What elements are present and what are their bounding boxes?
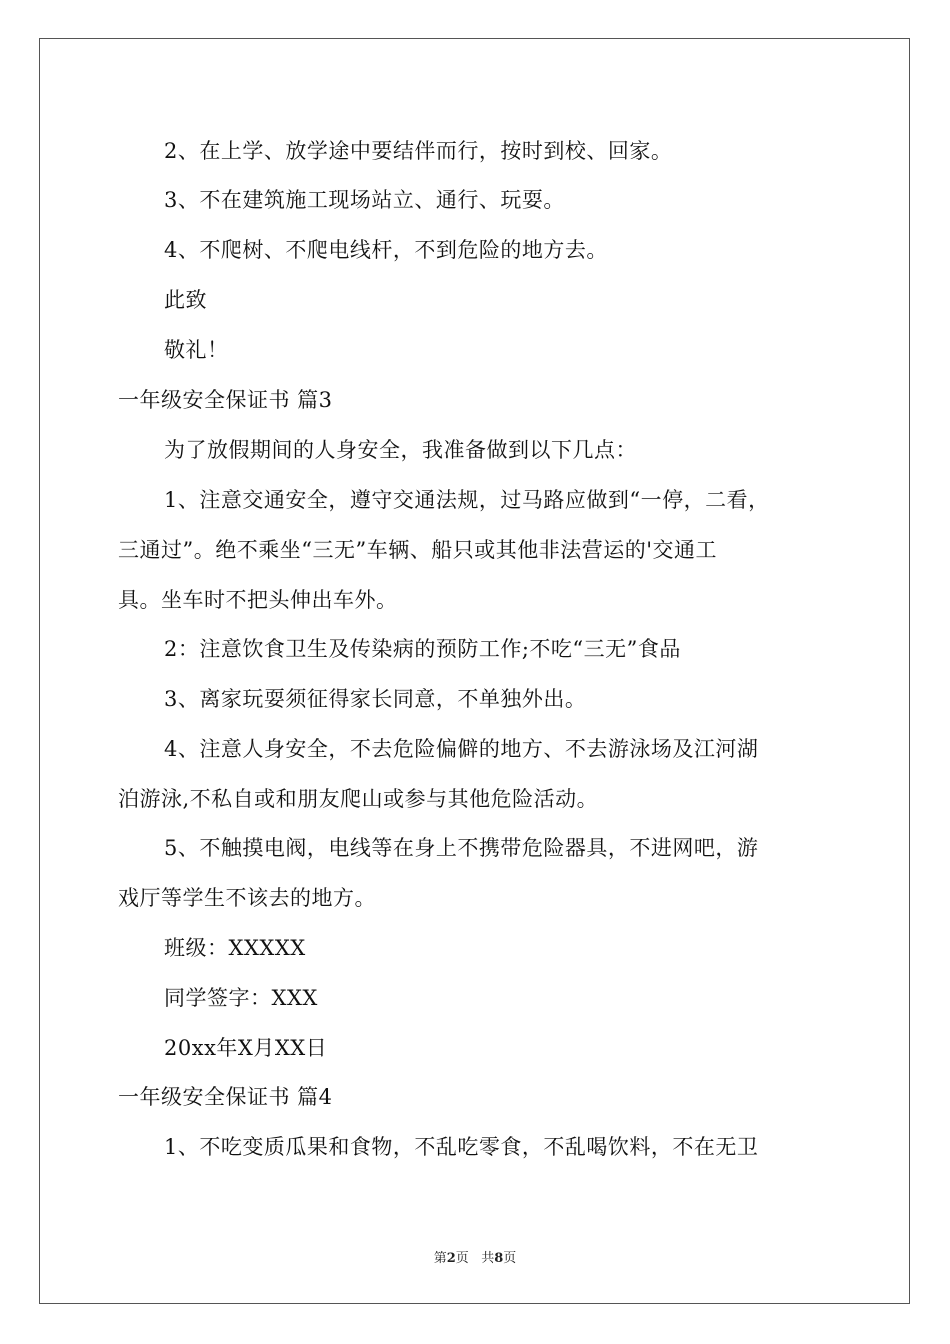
intro-paragraph: 为了放假期间的人身安全，我准备做到以下几点： — [164, 438, 637, 462]
current-page-number: 2 — [446, 1251, 456, 1266]
footer-prefix: 第 — [433, 1251, 447, 1266]
paragraph-line: 1、注意交通安全，遵守交通法规，过马路应做到“一停，二看， — [164, 488, 770, 512]
paragraph-line: 5、不触摸电阀，电线等在身上不携带危险器具，不进网吧，游 — [164, 836, 759, 860]
paragraph-line: 2：注意饮食卫生及传染病的预防工作;不吃“三无”食品 — [164, 637, 681, 661]
page-border — [39, 38, 910, 1304]
total-page-count: 8 — [494, 1251, 504, 1266]
page-footer — [0, 1247, 950, 1266]
paragraph-item-3: 3、不在建筑施工现场站立、通行、玩耍。 — [164, 188, 565, 212]
paragraph-item-4: 4、不爬树、不爬电线杆，不到危险的地方去。 — [164, 238, 608, 262]
closing-salutation: 此致 — [164, 288, 207, 312]
footer-total-prefix: 共 — [481, 1251, 495, 1266]
signature-field: 同学签字：XXX — [164, 986, 318, 1010]
section-heading-4: 一年级安全保证书 篇4 — [118, 1085, 333, 1109]
class-field: 班级：XXXXX — [164, 936, 306, 960]
paragraph-line: 三通过”。绝不乘坐“三无”车辆、船只或其他非法营运的'交通工 — [118, 538, 717, 562]
paragraph-line: 3、离家玩耍须征得家长同意，不单独外出。 — [164, 687, 587, 711]
footer-total-suffix: 页 — [503, 1251, 517, 1266]
paragraph-line: 4、注意人身安全，不去危险偏僻的地方、不去游泳场及江河湖 — [164, 737, 759, 761]
paragraph-item-2: 2、在上学、放学途中要结伴而行，按时到校、回家。 — [164, 139, 673, 163]
paragraph-line: 具。坐车时不把头伸出车外。 — [118, 588, 398, 612]
paragraph-line: 泊游泳,不私自或和朋友爬山或参与其他危险活动。 — [118, 787, 599, 811]
footer-page-suffix: 页 — [455, 1251, 469, 1266]
section-heading-3: 一年级安全保证书 篇3 — [118, 388, 333, 412]
paragraph-line: 戏厅等学生不该去的地方。 — [118, 886, 376, 910]
paragraph-line: 1、不吃变质瓜果和食物，不乱吃零食，不乱喝饮料，不在无卫 — [164, 1135, 759, 1159]
date-field: 20xx年X月XX日 — [164, 1036, 328, 1060]
closing-regards: 敬礼！ — [164, 338, 229, 362]
